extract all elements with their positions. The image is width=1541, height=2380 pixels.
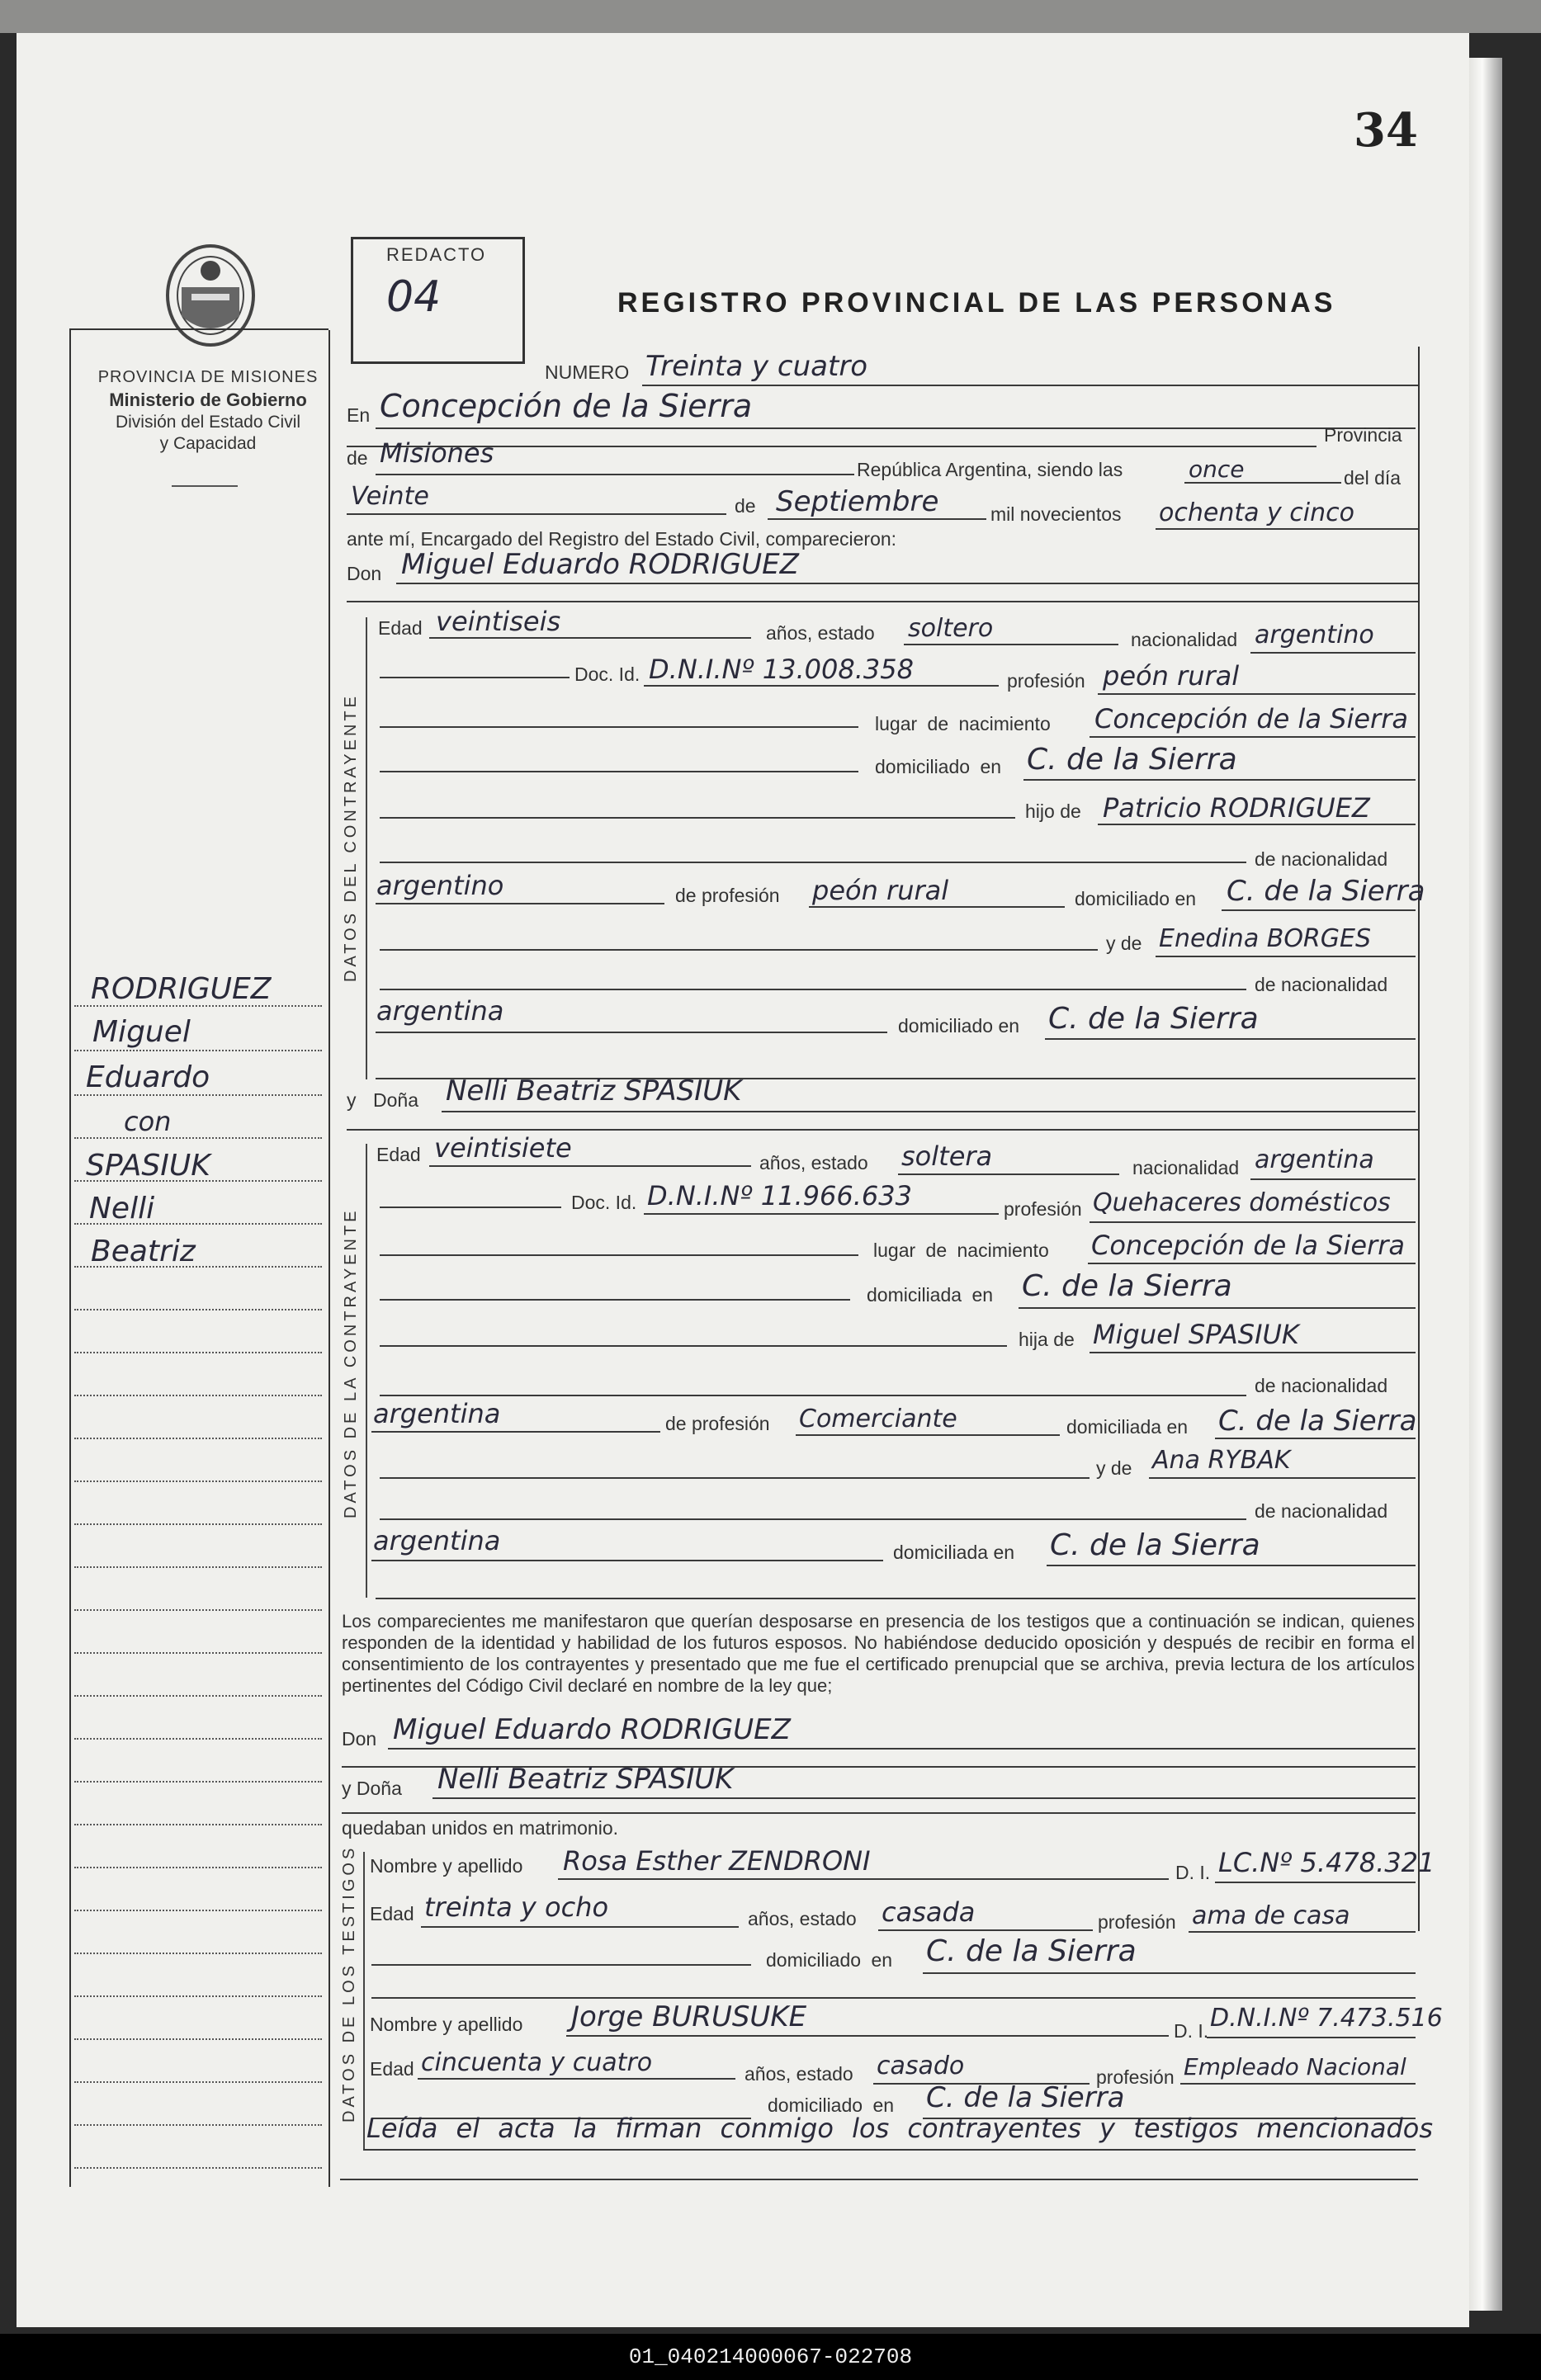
groom-padre-nac: argentino: [376, 870, 504, 901]
domiciliado-label: domiciliado en: [768, 2094, 895, 2116]
margin-name: Nelli: [89, 1192, 155, 1225]
scan-file-code: 01_040214000067-022708: [0, 2334, 1541, 2380]
domiciliado-label: domiciliado en: [875, 756, 1002, 777]
decl-closing: quedaban unidos en matrimonio.: [342, 1817, 619, 1839]
doc-label: Doc. Id.: [571, 1192, 637, 1213]
de-mes-label: de: [735, 495, 756, 517]
edad-label: Edad: [378, 617, 423, 639]
decl-groom-name: Miguel Eduardo RODRIGUEZ: [393, 1713, 791, 1746]
doc-label: Doc. Id.: [574, 663, 641, 685]
book-edge: [1469, 58, 1502, 2311]
republica-label: República Argentina, siendo las: [857, 459, 1123, 480]
de-nacionalidad-label: de nacionalidad: [1255, 1375, 1388, 1396]
madre-nac-label: de nacionalidad: [1255, 974, 1388, 995]
bride-padre-prof: Comerciante: [799, 1405, 957, 1433]
mes-value: Septiembre: [776, 485, 939, 518]
groom-profesion: peón rural: [1103, 660, 1240, 692]
bride-doc: D.N.I.Nº 11.966.633: [647, 1180, 912, 1211]
anos-estado-label: años, estado: [759, 1152, 868, 1173]
margin-name: Beatriz: [91, 1235, 196, 1268]
stamp-label: REDACTO: [386, 244, 487, 265]
numero-value: Treinta y cuatro: [645, 350, 868, 383]
de-profesion-label: de profesión: [665, 1413, 770, 1434]
groom-madre: Enedina BORGES: [1159, 924, 1372, 953]
ante-mi-text: ante mí, Encargado del Registro del Estado Civil, comparecieron:: [347, 528, 897, 550]
y-label: y: [347, 1089, 357, 1111]
profesion-label: profesión: [1098, 1911, 1176, 1933]
bride-madre-dom: C. de la Sierra: [1050, 1528, 1260, 1562]
lugar-value: Concepción de la Sierra: [380, 388, 753, 424]
numero-label: NUMERO: [545, 361, 630, 383]
groom-section-label: DATOS DEL CONTRAYENTE: [342, 693, 360, 982]
page-number: 34: [1354, 103, 1418, 158]
madre-dom-label: domiciliado en: [898, 1015, 1020, 1037]
decl-bride-name: Nelli Beatriz SPASIUK: [437, 1763, 734, 1796]
groom-edad: veintiseis: [436, 606, 561, 637]
nombre-label: Nombre y apellido: [370, 1855, 523, 1877]
anos-estado-label: años, estado: [748, 1908, 857, 1929]
groom-madre-nac: argentina: [376, 995, 504, 1027]
edad-label: Edad: [370, 1903, 414, 1924]
declaration-text: Los comparecientes me manifestaron que querían desposarse en presencia de los testigos que a continuación se indican, quienes responden de la identidad y habilidad de los futuros esposos. No habiéndose deducido oposición y después de recibir en forma el consentimiento de los contrayentes y presentado que me fue el certificado prenupcial que se archiva, previa lectura de los artículos pertinentes del Código Civil declaré en nombre de la ley que;: [342, 1611, 1415, 1696]
bride-madre: Ana RYBAK: [1152, 1446, 1291, 1475]
divider: [172, 485, 238, 487]
lugar-nac-label: lugar de nacimiento: [873, 1240, 1049, 1261]
org-line-3: División del Estado Civil: [115, 413, 301, 432]
anos-estado-label: años, estado: [766, 622, 875, 644]
nacionalidad-label: nacionalidad: [1131, 629, 1238, 650]
witness1-domicilio: C. de la Sierra: [926, 1934, 1137, 1968]
bride-edad: veintisiete: [434, 1132, 572, 1164]
anos-estado-label: años, estado: [745, 2063, 853, 2085]
lugar-nac-label: lugar de nacimiento: [875, 713, 1051, 734]
de-nacionalidad-label: de nacionalidad: [1255, 848, 1388, 870]
org-line-4: y Capacidad: [159, 434, 257, 453]
domiciliada-label: domiciliada en: [867, 1284, 994, 1306]
bottom-line: [340, 2179, 1418, 2180]
scan-background-top: [0, 0, 1541, 33]
edad-label: Edad: [376, 1144, 421, 1165]
don-label: Don: [347, 563, 382, 584]
bride-lugar-nac: Concepción de la Sierra: [1091, 1230, 1405, 1261]
bride-section-label: DATOS DE LA CONTRAYENTE: [342, 1207, 360, 1518]
bride-profesion: Quehaceres domésticos: [1093, 1188, 1391, 1217]
di-label: D. I.: [1174, 2020, 1209, 2042]
bride-padre-dom: C. de la Sierra: [1218, 1405, 1417, 1438]
redacto-stamp: [351, 237, 525, 364]
de-profesion-label: de profesión: [675, 885, 780, 906]
margin-inner-line: [329, 330, 330, 2187]
witness2-name: Jorge BURUSUKE: [571, 2000, 807, 2033]
profesion-label: profesión: [1007, 670, 1085, 692]
witness1-name: Rosa Esther ZENDRONI: [563, 1845, 871, 1877]
del-dia-label: del día: [1344, 467, 1402, 489]
padre-dom-label: domiciliada en: [1066, 1416, 1189, 1438]
margin-name: SPASIUK: [86, 1149, 210, 1183]
bride-name: Nelli Beatriz SPASIUK: [446, 1074, 742, 1107]
groom-padre-prof: peón rural: [812, 875, 949, 906]
witness1-edad: treinta y ocho: [424, 1891, 609, 1923]
groom-doc: D.N.I.Nº 13.008.358: [649, 654, 914, 685]
madre-nac-label: de nacionalidad: [1255, 1500, 1388, 1522]
padre-dom-label: domiciliado en: [1075, 888, 1197, 909]
margin-name: RODRIGUEZ: [91, 972, 272, 1006]
nacionalidad-label: nacionalidad: [1132, 1157, 1240, 1178]
margin-name: con: [124, 1106, 172, 1137]
hijo-label: hijo de: [1025, 800, 1081, 822]
groom-name: Miguel Eduardo RODRIGUEZ: [401, 548, 799, 581]
decl-don-label: Don: [342, 1728, 377, 1750]
witness1-profesion: ama de casa: [1192, 1901, 1350, 1930]
witness1-estado: casada: [882, 1896, 976, 1928]
closing-note: Leída el acta la firman conmigo los contrayentes y testigos mencionados: [366, 2113, 1433, 2144]
witness1-di: LC.Nº 5.478.321: [1218, 1847, 1435, 1878]
provincial-seal-icon: [157, 238, 264, 353]
bride-padre: Miguel SPASIUK: [1093, 1319, 1299, 1350]
dona-label: Doña: [373, 1089, 418, 1111]
profesion-label: profesión: [1096, 2066, 1175, 2088]
nombre-label: Nombre y apellido: [370, 2014, 523, 2035]
hora-value: once: [1189, 456, 1245, 483]
witness2-estado: casado: [877, 2052, 965, 2080]
bride-domicilio: C. de la Sierra: [1022, 1269, 1232, 1303]
profesion-label: profesión: [1004, 1198, 1082, 1220]
witness2-profesion: Empleado Nacional: [1184, 2053, 1406, 2080]
groom-lugar-nac: Concepción de la Sierra: [1094, 703, 1408, 734]
bride-padre-nac: argentina: [373, 1398, 501, 1429]
groom-madre-dom: C. de la Sierra: [1048, 1002, 1259, 1036]
stamp-initials: 04: [386, 272, 442, 322]
margin-top-line: [69, 328, 329, 330]
groom-nacionalidad: argentino: [1255, 621, 1374, 649]
witness2-edad: cincuenta y cuatro: [421, 2048, 653, 2077]
y-de-label: y de: [1106, 933, 1142, 954]
document-title: REGISTRO PROVINCIAL DE LAS PERSONAS: [617, 287, 1336, 319]
di-label: D. I.: [1175, 1862, 1211, 1883]
bride-nacionalidad: argentina: [1255, 1145, 1374, 1174]
dia-value: Veinte: [351, 482, 429, 511]
madre-dom-label: domiciliada en: [893, 1542, 1015, 1563]
bride-madre-nac: argentina: [373, 1525, 501, 1556]
groom-padre-dom: C. de la Sierra: [1227, 875, 1425, 908]
margin-name: Eduardo: [86, 1060, 210, 1094]
org-line-1: PROVINCIA DE MISIONES: [97, 368, 319, 386]
witnesses-section-label: DATOS DE LOS TESTIGOS: [340, 1844, 358, 2123]
margin-outer-line: [69, 330, 71, 2187]
anio-value: ochenta y cinco: [1159, 498, 1354, 527]
edad-label: Edad: [370, 2058, 414, 2080]
y-de-label: y de: [1096, 1457, 1132, 1479]
provincia-label: Provincia: [1324, 424, 1402, 446]
de-label: de: [347, 447, 368, 469]
bride-estado: soltera: [901, 1140, 993, 1172]
domiciliado-label: domiciliado en: [766, 1949, 893, 1971]
groom-domicilio: C. de la Sierra: [1027, 743, 1237, 777]
right-frame-line: [1418, 347, 1420, 1931]
hija-label: hija de: [1019, 1329, 1075, 1350]
margin-name: Miguel: [92, 1015, 191, 1049]
groom-padre: Patricio RODRIGUEZ: [1103, 792, 1370, 824]
org-line-2: Ministerio de Gobierno: [109, 390, 307, 410]
provincia-value: Misiones: [380, 437, 494, 469]
en-label: En: [347, 404, 371, 426]
witness2-di: D.N.I.Nº 7.473.516: [1210, 2004, 1443, 2033]
groom-estado: soltero: [908, 614, 994, 643]
mil-label: mil novecientos: [990, 503, 1122, 525]
witness2-domicilio: C. de la Sierra: [926, 2081, 1125, 2114]
decl-y-dona-label: y Doña: [342, 1778, 402, 1799]
